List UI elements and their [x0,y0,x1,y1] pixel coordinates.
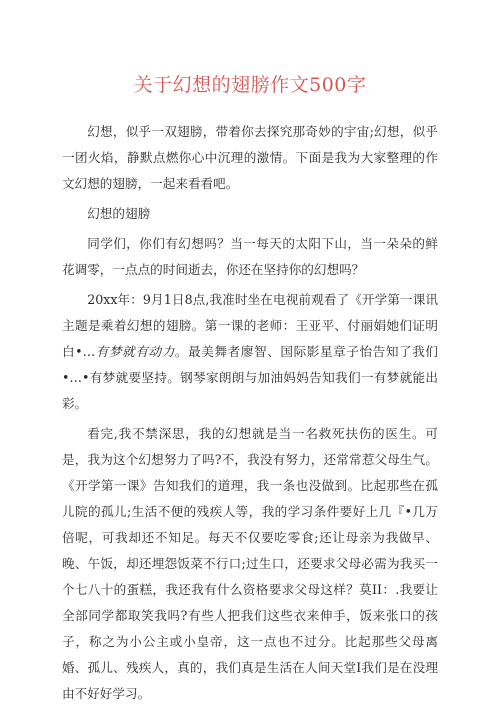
paragraph-broadcast-italic: 有梦就有动力 [95,344,175,359]
paragraph-broadcast-part-c: 。最美舞者廖智、国际影星章子怡告知了我们•…•有梦就要坚持。钢琴家朗朗与加油妈妈告知我们一有梦就能出彩。 [62,344,439,411]
page-title: 关于幻想的翅膀作文500字 [133,74,367,96]
paragraph-broadcast [62,287,438,417]
paragraph-broadcast-part-a: 20xx年：9月1日8点,我准时坐在电视前观看了《开学第一课讯主题是乘着幻想的翅膀。第一课的老师：王亚平、付丽娟她们证明白•… [62,292,438,359]
intro-paragraph: 幻想，似乎一双翅膀，带着你去探究那奇妙的宇宙;幻想，似乎一团火焰，静默点燃你心中沉理的激情。下面是我为大家整理的作文幻想的翅膀，一起来看看吧。 [62,124,438,191]
section-heading: 幻想的翅膀 [87,206,151,221]
paragraph-reflection: 看完,我不禁深思，我的幻想就是当一名救死扶伤的医生。可是，我为这个幻想努力了吗?不，我没有努力，还常常惹父母生气。《开学第一课》告知我们的道理，我一条也没做到。比起那些在孤儿院的孤儿;生活不便的残疾人等，我的学习条件要好上几『•几万倍呢，可我却还不知足。每天不仅要吃零食;还让母亲为我做早、晚、午饭，却还埋怨饭菜不行口;过生口，还要求父母必需为我买一个七八十的蛋糕，我还我有什么资格要求父母这样？莫II：.我要让全部同学都取笑我吗?有些人把我们这些衣来伸手，饭来张口的孩子，称之为小公主或小皇帝，这一点也不过分。比起那些父母离婚、孤儿、残疾人，真的，我们真是生活在人间天堂I我们是在没理由不好好学习。 [62,426,438,701]
paragraph-question: 同学们，你们有幻想吗？当一每天的太阳下山，当一朵朵的鲜花调零，一点点的时间逝去，你还在坚持你的幻想吗？ [62,236,438,277]
